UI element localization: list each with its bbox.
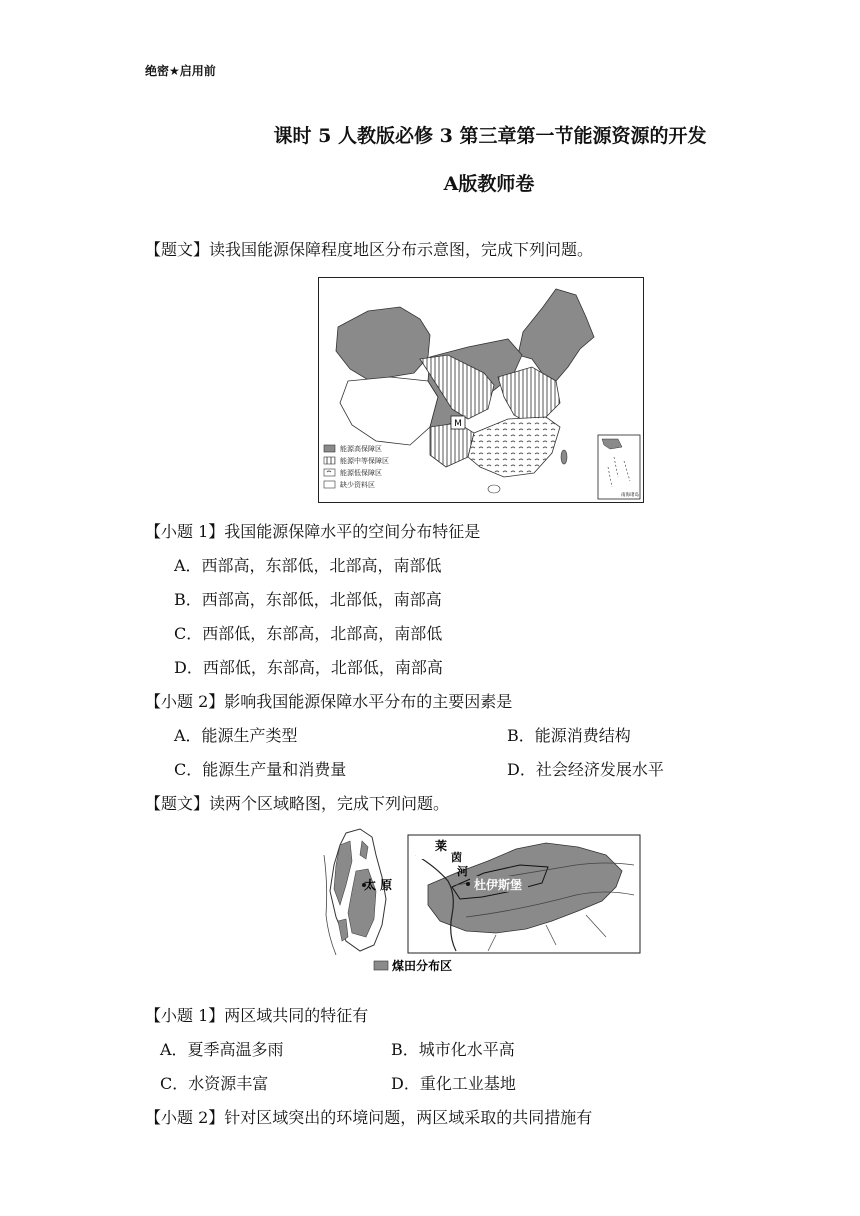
page-subtitle: A版教师卷 <box>443 173 535 195</box>
label-laiyin-1: 莱 <box>435 839 448 853</box>
legend-low: 能源低保障区 <box>340 469 382 477</box>
q1-option-d: D．西部低，东部高，北部低，南部高 <box>174 658 443 677</box>
q1-stem: 【小题 1】我国能源保障水平的空间分布特征是 <box>145 522 481 541</box>
legend-medium: 能源中等保障区 <box>340 457 389 465</box>
q2-option-a: A．能源生产类型 <box>174 726 298 745</box>
q1-option-b: B．西部高，东部低，北部低，南部高 <box>174 590 442 609</box>
inset-caption: 南海诸岛 <box>621 493 639 498</box>
s2-q1-stem: 【小题 1】两区域共同的特征有 <box>145 1006 369 1025</box>
page-title: 课时 5 人教版必修 3 第三章第一节能源资源的开发 <box>273 125 707 147</box>
question-stem-1: 【题文】读我国能源保障程度地区分布示意图，完成下列问题。 <box>145 240 594 259</box>
legend-coalfield: 煤田分布区 <box>392 959 453 973</box>
s2-q1-option-a: A．夏季高温多雨 <box>160 1040 284 1059</box>
question-stem-2: 【题文】读两个区域略图，完成下列问题。 <box>145 794 450 813</box>
china-energy-map <box>318 277 644 503</box>
q1-option-a: A．西部高，东部低，北部高，南部低 <box>174 556 442 575</box>
south-china-sea-inset <box>598 435 640 499</box>
label-laiyin-3: 河 <box>457 865 468 878</box>
s2-q1-option-b: B．城市化水平高 <box>391 1040 515 1059</box>
q2-option-d: D．社会经济发展水平 <box>507 760 664 779</box>
label-taiyuan: 太 原 <box>364 878 393 892</box>
s2-q1-option-c: C．水资源丰富 <box>160 1074 269 1093</box>
coalfield-maps <box>316 825 644 977</box>
q2-option-c: C．能源生产量和消费量 <box>174 760 347 779</box>
legend-high: 能源高保障区 <box>340 445 382 453</box>
confidential-mark: 绝密★启用前 <box>145 64 216 78</box>
label-laiyin-2: 茵 <box>451 851 462 864</box>
q1-option-c: C．西部低，东部高，北部高，南部低 <box>174 624 443 643</box>
q2-stem: 【小题 2】影响我国能源保障水平分布的主要因素是 <box>145 692 513 711</box>
legend-nodata: 缺少资料区 <box>340 481 375 489</box>
map-label-m: M <box>454 419 462 429</box>
coalfield-legend <box>374 958 452 973</box>
q2-option-b: B．能源消费结构 <box>507 726 631 745</box>
s2-q2-stem: 【小题 2】针对区域突出的环境问题，两区域采取的共同措施有 <box>145 1108 593 1127</box>
label-duisburg: 杜伊斯堡 <box>474 878 523 892</box>
shanxi-map <box>324 829 392 955</box>
ruhr-map <box>408 835 640 953</box>
s2-q1-option-d: D．重化工业基地 <box>391 1074 516 1093</box>
